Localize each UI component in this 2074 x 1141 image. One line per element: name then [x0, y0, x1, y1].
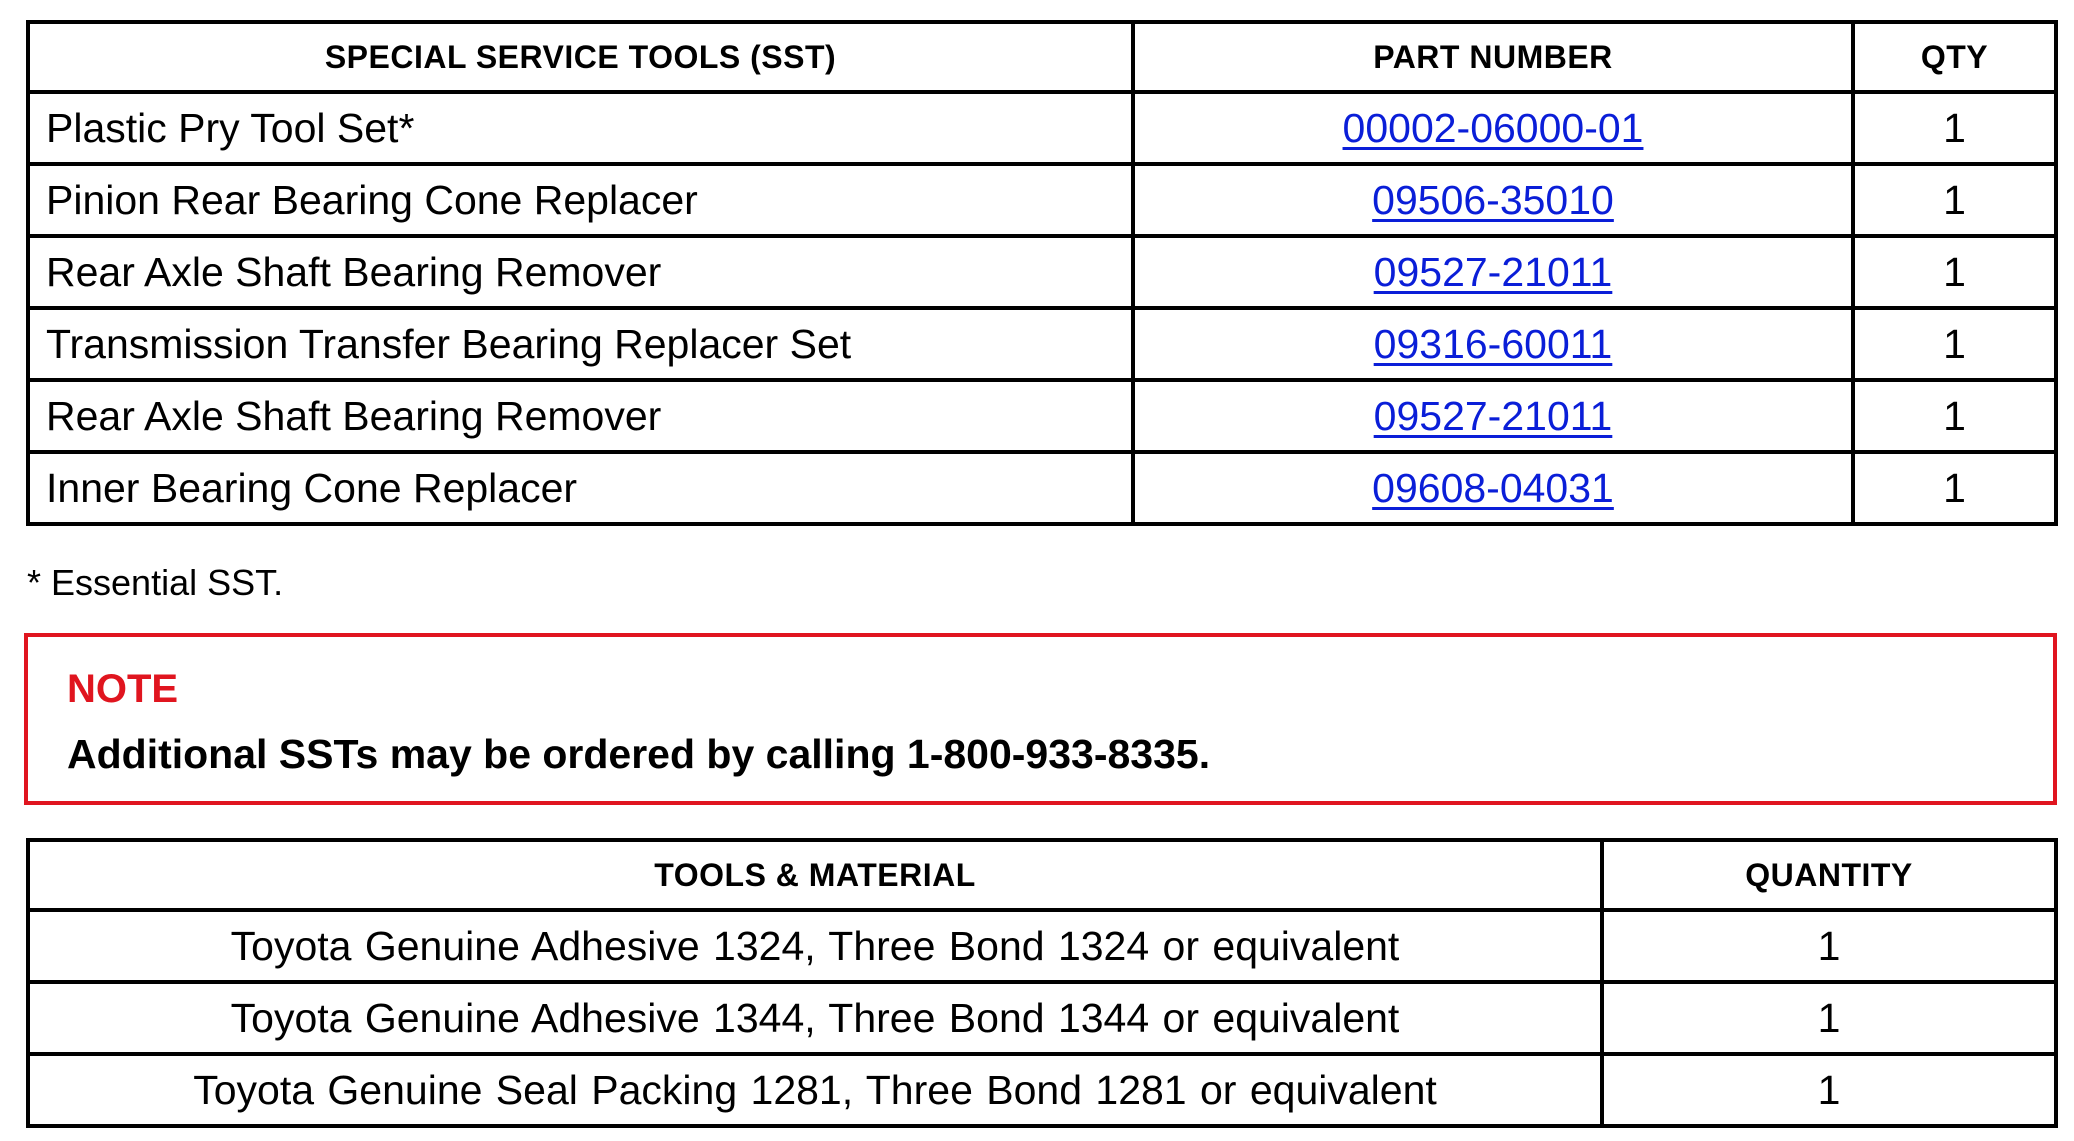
- material-quantity: 1: [1602, 982, 2056, 1054]
- sst-qty: 1: [1853, 92, 2056, 164]
- part-number-link[interactable]: 09527-21011: [1373, 248, 1613, 295]
- sst-part-cell: [1133, 308, 1853, 380]
- sst-tool-name: Rear Axle Shaft Bearing Remover: [28, 380, 1133, 452]
- note-box: [24, 633, 2057, 805]
- materials-row: [28, 982, 2056, 1054]
- sst-tool-name: Plastic Pry Tool Set*: [28, 92, 1133, 164]
- material-quantity: 1: [1602, 1054, 2056, 1126]
- sst-header-row: [28, 22, 2056, 92]
- sst-table: [26, 20, 2058, 526]
- essential-sst-footnote: * Essential SST.: [27, 562, 284, 603]
- materials-header-quantity: QUANTITY: [1602, 840, 2056, 910]
- sst-header-qty: QTY: [1853, 22, 2056, 92]
- part-number-link[interactable]: 00002-06000-01: [1342, 104, 1644, 151]
- sst-qty: 1: [1853, 164, 2056, 236]
- sst-tool-name: Inner Bearing Cone Replacer: [28, 452, 1133, 524]
- sst-row: [28, 92, 2056, 164]
- part-number-link[interactable]: 09608-04031: [1372, 464, 1614, 511]
- material-name: Toyota Genuine Adhesive 1324, Three Bond 1324 or equivalent: [28, 910, 1602, 982]
- note-text: Additional SSTs may be ordered by calling 1-800-933-8335.: [67, 731, 1211, 777]
- materials-header-material: TOOLS & MATERIAL: [28, 840, 1602, 910]
- sst-qty: 1: [1853, 308, 2056, 380]
- part-number-link[interactable]: 09506-35010: [1372, 176, 1614, 223]
- sst-tool-name: Transmission Transfer Bearing Replacer Set: [28, 308, 1133, 380]
- sst-row: [28, 164, 2056, 236]
- sst-tool-name: Pinion Rear Bearing Cone Replacer: [28, 164, 1133, 236]
- sst-row: [28, 380, 2056, 452]
- sst-row: [28, 452, 2056, 524]
- sst-part-cell: [1133, 380, 1853, 452]
- materials-row: [28, 1054, 2056, 1126]
- sst-tool-name: Rear Axle Shaft Bearing Remover: [28, 236, 1133, 308]
- material-name: Toyota Genuine Seal Packing 1281, Three Bond 1281 or equivalent: [28, 1054, 1602, 1126]
- sst-header-part-number: PART NUMBER: [1133, 22, 1853, 92]
- material-quantity: 1: [1602, 910, 2056, 982]
- sst-row: [28, 236, 2056, 308]
- sst-part-cell: [1133, 92, 1853, 164]
- sst-qty: 1: [1853, 452, 2056, 524]
- sst-header-tool: SPECIAL SERVICE TOOLS (SST): [28, 22, 1133, 92]
- sst-part-cell: [1133, 452, 1853, 524]
- sst-qty: 1: [1853, 236, 2056, 308]
- materials-table: [26, 838, 2058, 1128]
- part-number-link[interactable]: 09316-60011: [1373, 320, 1613, 367]
- material-name: Toyota Genuine Adhesive 1344, Three Bond 1344 or equivalent: [28, 982, 1602, 1054]
- note-title: NOTE: [67, 667, 179, 711]
- part-number-link[interactable]: 09527-21011: [1373, 392, 1613, 439]
- materials-header-row: [28, 840, 2056, 910]
- sst-part-cell: [1133, 164, 1853, 236]
- materials-row: [28, 910, 2056, 982]
- sst-part-cell: [1133, 236, 1853, 308]
- sst-row: [28, 308, 2056, 380]
- sst-qty: 1: [1853, 380, 2056, 452]
